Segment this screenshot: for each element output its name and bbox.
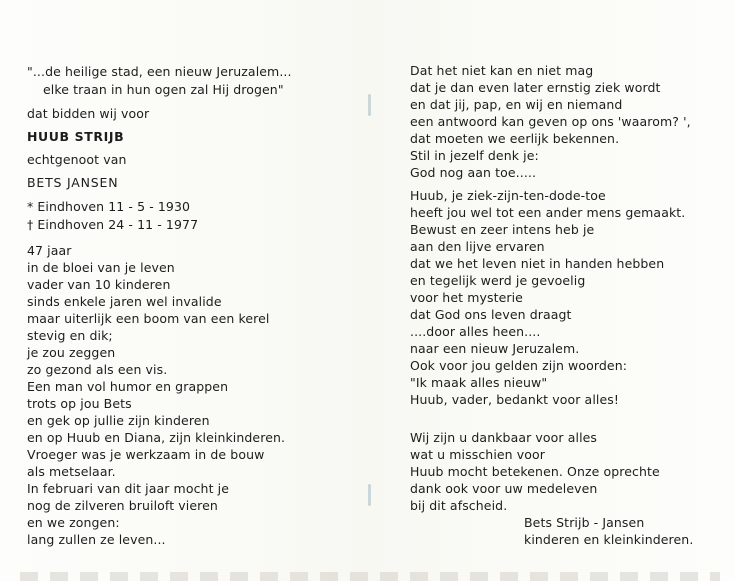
thanks-line: wat u misschien voor xyxy=(410,447,546,462)
poem-line: Ook voor jou gelden zijn woorden: xyxy=(410,358,628,373)
signature-family: kinderen en kleinkinderen. xyxy=(524,532,694,547)
poem-line: en we zongen: xyxy=(27,515,120,530)
spouse-name: BETS JANSEN xyxy=(27,175,119,190)
poem-line: vader van 10 kinderen xyxy=(27,277,171,292)
poem-line: als metselaar. xyxy=(27,464,116,479)
poem-line: "Ik maak alles nieuw" xyxy=(410,375,548,390)
thanks-line: Huub mocht betekenen. Onze oprechte xyxy=(410,464,660,479)
deceased-name: HUUB STRIJB xyxy=(27,129,125,144)
poem-line: Huub, je ziek-zijn-ten-dode-toe xyxy=(410,188,606,203)
card-bottom-edge xyxy=(20,572,720,581)
poem-line: trots op jou Bets xyxy=(27,396,132,411)
thanks-line: bij dit afscheid. xyxy=(410,498,508,513)
intro-line: dat bidden wij voor xyxy=(27,106,150,121)
death-date: † Eindhoven 24 - 11 - 1977 xyxy=(27,217,199,232)
poem-line: ....door alles heen.... xyxy=(410,324,541,339)
poem-line: dat we het leven niet in handen hebben xyxy=(410,256,665,271)
poem-line: een antwoord kan geven op ons 'waarom? ', xyxy=(410,114,691,129)
poem-line: Stil in jezelf denk je: xyxy=(410,148,539,163)
poem-line: dat je dan even later ernstig ziek wordt xyxy=(410,80,661,95)
poem-line: Een man vol humor en grappen xyxy=(27,379,229,394)
poem-line: en op Huub en Diana, zijn kleinkinderen. xyxy=(27,430,286,445)
poem-line: zo gezond als een vis. xyxy=(27,362,168,377)
poem-line: 47 jaar xyxy=(27,243,72,258)
poem-line: en tegelijk werd je gevoelig xyxy=(410,273,586,288)
birth-date: * Eindhoven 11 - 5 - 1930 xyxy=(27,199,191,214)
fold-mark-bottom xyxy=(368,484,371,506)
poem-line: voor het mysterie xyxy=(410,290,523,305)
poem-line: sinds enkele jaren wel invalide xyxy=(27,294,222,309)
poem-line: Vroeger was je werkzaam in de bouw xyxy=(27,447,265,462)
poem-line: stevig en dik; xyxy=(27,328,113,343)
poem-line: je zou zeggen xyxy=(27,345,116,360)
poem-line: Huub, vader, bedankt voor alles! xyxy=(410,392,619,407)
poem-line: Bewust en zeer intens heb je xyxy=(410,222,595,237)
thanks-line: Wij zijn u dankbaar voor alles xyxy=(410,430,598,445)
poem-line: In februari van dit jaar mocht je xyxy=(27,481,230,496)
poem-line: God nog aan toe..... xyxy=(410,165,537,180)
poem-line: maar uiterlijk een boom van een kerel xyxy=(27,311,270,326)
poem-line: aan den lijve ervaren xyxy=(410,239,545,254)
poem-line: naar een nieuw Jeruzalem. xyxy=(410,341,580,356)
spouse-label: echtgenoot van xyxy=(27,152,127,167)
poem-line: en gek op jullie zijn kinderen xyxy=(27,413,210,428)
fold-mark-top xyxy=(368,94,371,116)
poem-line: dat moeten we eerlijk bekennen. xyxy=(410,131,620,146)
poem-line: in de bloei van je leven xyxy=(27,260,175,275)
poem-line: en dat jij, pap, en wij en niemand xyxy=(410,97,623,112)
poem-line: nog de zilveren bruiloft vieren xyxy=(27,498,218,513)
thanks-line: dank ook voor uw medeleven xyxy=(410,481,598,496)
signature-name: Bets Strijb - Jansen xyxy=(524,515,645,530)
quote-line-2: elke traan in hun ogen zal Hij drogen" xyxy=(43,82,284,97)
poem-line: lang zullen ze leven... xyxy=(27,532,166,547)
poem-line: dat God ons leven draagt xyxy=(410,307,572,322)
poem-line: Dat het niet kan en niet mag xyxy=(410,63,594,78)
poem-line: heeft jou wel tot een ander mens gemaakt. xyxy=(410,205,686,220)
quote-line-1: "...de heilige stad, een nieuw Jeruzalem... xyxy=(27,64,292,79)
